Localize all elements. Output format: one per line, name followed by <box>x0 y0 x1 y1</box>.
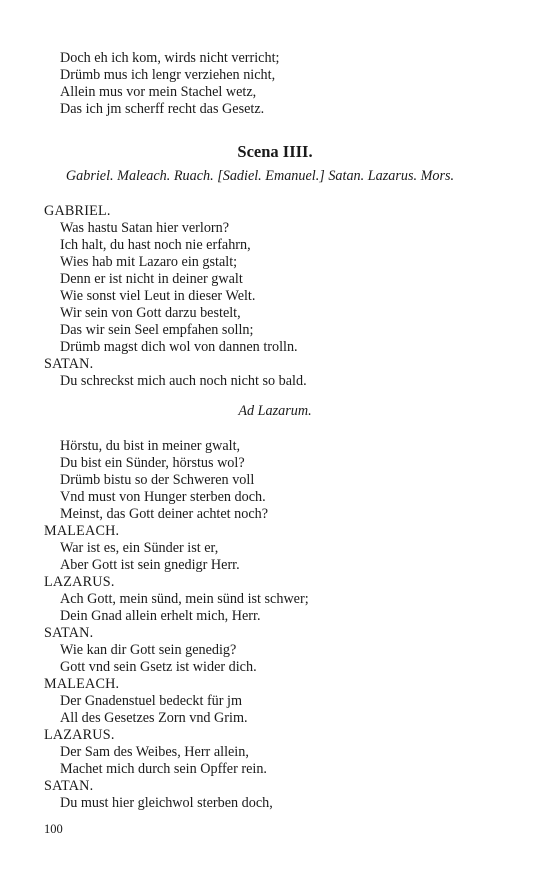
speaker-name: LAZARUS. <box>44 727 115 743</box>
verse-line: Du bist ein Sünder, hörstus wol? <box>60 455 245 471</box>
scene-title: Scena IIII. <box>237 142 313 161</box>
verse-line: Doch eh ich kom, wirds nicht verricht; <box>60 50 280 66</box>
verse-line: All des Gesetzes Zorn vnd Grim. <box>60 710 248 726</box>
speaker-name: MALEACH. <box>44 523 120 539</box>
verse-line: Wir sein von Gott darzu bestelt, <box>60 305 241 321</box>
verse-line: Wie sonst viel Leut in dieser Welt. <box>60 288 256 304</box>
verse-line: Meinst, das Gott deiner achtet noch? <box>60 506 269 522</box>
verse-line: Das ich jm scherff recht das Gesetz. <box>60 101 265 117</box>
speaker-name: SATAN. <box>44 778 94 794</box>
verse-line: Drümb mus ich lengr verziehen nicht, <box>60 67 276 83</box>
speaker-name: GABRIEL. <box>44 203 111 219</box>
verse-line: Denn er ist nicht in deiner gwalt <box>60 271 243 287</box>
speaker-name: MALEACH. <box>44 676 120 692</box>
verse-line: Der Sam des Weibes, Herr allein, <box>60 744 249 760</box>
verse-line: Drümb magst dich wol von dannen trolln. <box>60 339 298 355</box>
verse-line: Das wir sein Seel empfahen solln; <box>60 322 254 338</box>
verse-line: Machet mich durch sein Opffer rein. <box>60 761 267 777</box>
speaker-name: SATAN. <box>44 625 94 641</box>
dialogue-block-after <box>44 438 514 812</box>
verse-line: War ist es, ein Sünder ist er, <box>60 540 219 556</box>
verse-line: Drümb bistu so der Schweren voll <box>60 472 255 488</box>
speaker-name: SATAN. <box>44 356 94 372</box>
verse-line: Hörstu, du bist in meiner gwalt, <box>60 438 241 454</box>
verse-line: Was hastu Satan hier verlorn? <box>60 220 230 236</box>
stage-direction: Ad Lazarum. <box>238 403 312 419</box>
speaker-name: LAZARUS. <box>44 574 115 590</box>
verse-line: Aber Gott ist sein gnedigr Herr. <box>60 557 240 573</box>
verse-line: Dein Gnad allein erhelt mich, Herr. <box>60 608 261 624</box>
verse-line: Allein mus vor mein Stachel wetz, <box>60 84 257 100</box>
verse-line: Vnd must von Hunger sterben doch. <box>60 489 266 505</box>
page-number: 100 <box>44 822 63 836</box>
verse-line: Wies hab mit Lazaro ein gstalt; <box>60 254 238 270</box>
verse-line: Gott vnd sein Gsetz ist wider dich. <box>60 659 257 675</box>
verse-line: Wie kan dir Gott sein genedig? <box>60 642 237 658</box>
verse-line: Ich halt, du hast noch nie erfahrn, <box>60 237 251 253</box>
dialogue-block-before <box>44 203 514 390</box>
verse-line: Du must hier gleichwol sterben doch, <box>60 795 273 811</box>
verse-line: Ach Gott, mein sünd, mein sünd ist schwer; <box>60 591 309 607</box>
verse-line: Der Gnadenstuel bedeckt für jm <box>60 693 243 709</box>
cast-list: Gabriel. Maleach. Ruach. [Sadiel. Emanuel.] Satan. Lazarus. Mors. <box>65 168 455 184</box>
opening-verse-block <box>44 50 514 118</box>
verse-line: Du schreckst mich auch noch nicht so bald. <box>60 373 307 389</box>
